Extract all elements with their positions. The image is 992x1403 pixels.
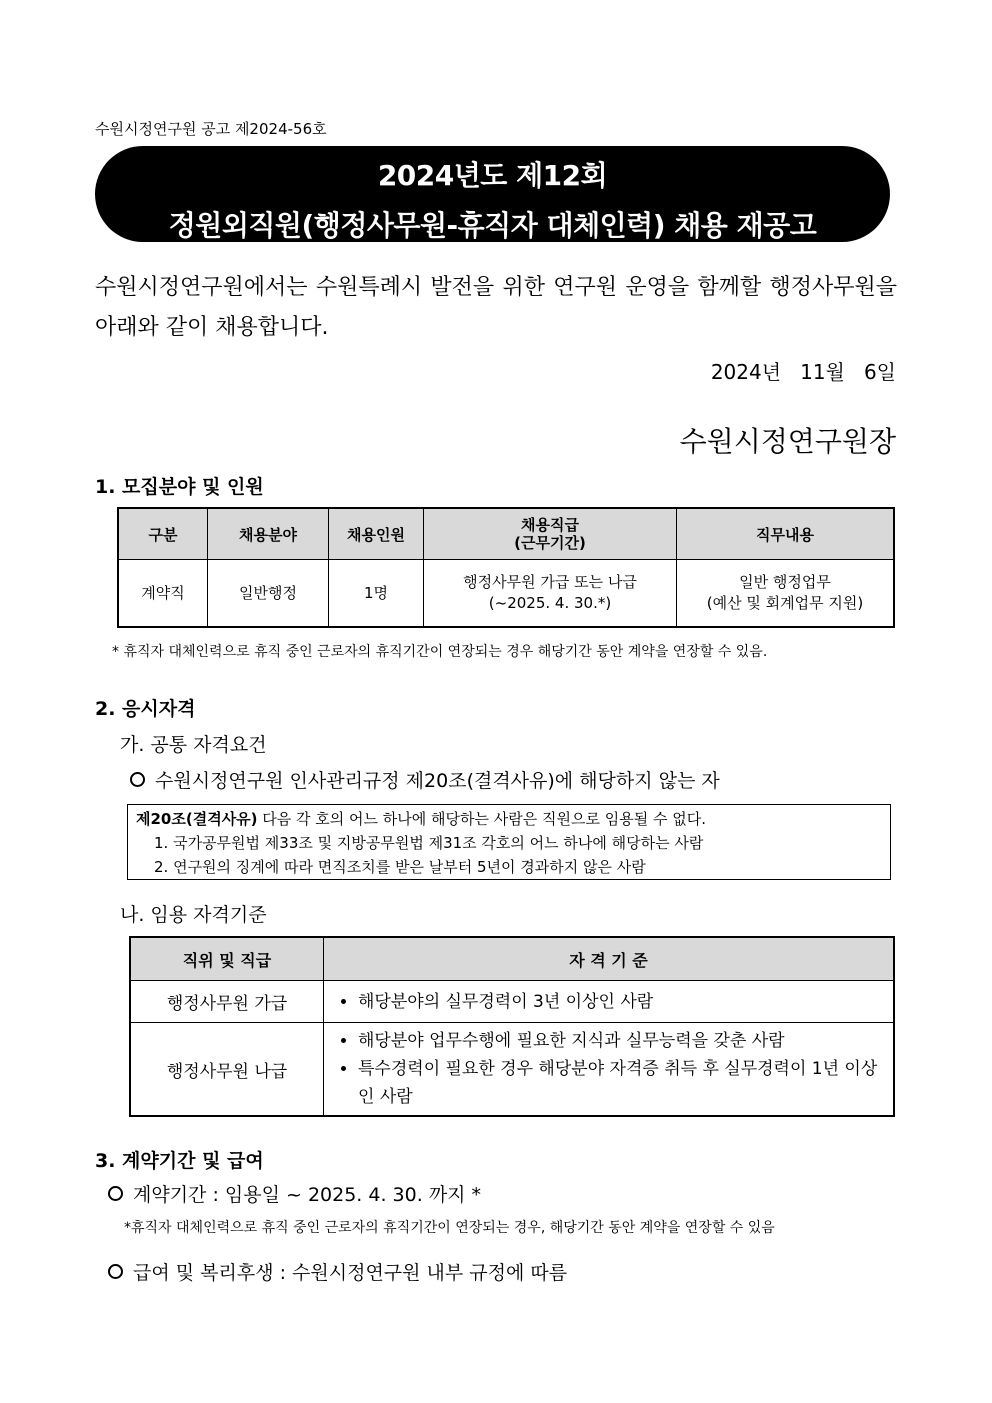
header-count: 채용인원 <box>329 508 424 560</box>
table-row <box>130 1023 894 1117</box>
table-header-row <box>118 508 894 560</box>
bullet-contract-period <box>108 1180 481 1207</box>
section-3-note: *휴직자 대체인력으로 휴직 중인 근로자의 휴직기간이 연장되는 경우, 해당기간 동안 계약을 연장할 수 있음 <box>124 1220 775 1236</box>
article-20-item-2: 2. 연구원의 징계에 따라 면직조치를 받은 날부터 5년이 경과하지 않은 사람 <box>154 858 646 876</box>
header-type: 구분 <box>118 508 208 560</box>
section-2-heading: 2. 응시자격 <box>95 698 196 720</box>
table-header-row <box>130 937 894 981</box>
salary-text: 급여 및 복리후생 : 수원시정연구원 내부 규정에 따름 <box>133 1262 568 1284</box>
circle-bullet-icon <box>108 1186 123 1201</box>
cell-criteria <box>324 1023 895 1117</box>
notice-date: 2024년 11월 6일 <box>710 360 896 384</box>
title-banner <box>95 146 890 242</box>
article-20-item-1: 1. 국가공무원법 제33조 및 지방공무원법 제31조 각호의 어느 하나에 해당하는 사람 <box>154 834 704 852</box>
table-row <box>118 560 894 628</box>
criteria-item: • 해당분야의 실무경력이 3년 이상인 사람 <box>358 988 885 1016</box>
criteria-item: • 해당분야 업무수행에 필요한 지식과 실무능력을 갖춘 사람 <box>358 1027 885 1055</box>
article-20-title: 제20조(결격사유) <box>136 810 258 828</box>
header-position: 직위 및 직급 <box>130 937 324 981</box>
circle-bullet-icon <box>130 772 145 787</box>
cell-duty <box>677 560 895 628</box>
bullet-common-text: 수원시정연구원 인사관리규정 제20조(결격사유)에 해당하지 않는 자 <box>155 770 720 792</box>
section-3-heading: 3. 계약기간 및 급여 <box>95 1150 264 1172</box>
duty-detail-text: (예산 및 회계업무 지원) <box>706 594 864 612</box>
criteria-table <box>129 936 895 1117</box>
article-20-box <box>127 804 891 880</box>
section-1-note: * 휴직자 대체인력으로 휴직 중인 근로자의 휴직기간이 연장되는 경우 해당기간 동안 계약을 연장할 수 있음. <box>112 644 768 660</box>
notice-number: 수원시정연구원 공고 제2024-56호 <box>95 120 327 138</box>
signer: 수원시정연구원장 <box>679 425 896 458</box>
header-criteria: 자 격 기 준 <box>324 937 895 981</box>
section-1-heading: 1. 모집분야 및 인원 <box>95 476 264 498</box>
header-duty: 직무내용 <box>677 508 895 560</box>
article-20-line <box>136 807 890 831</box>
title-line-2: 정원외직원(행정사무원-휴직자 대체인력) 채용 재공고 <box>168 209 817 242</box>
cell-position: 행정사무원 나급 <box>130 1023 324 1117</box>
title-line-1: 2024년도 제12회 <box>377 159 608 192</box>
circle-bullet-icon <box>108 1264 123 1279</box>
cell-type: 계약직 <box>118 560 208 628</box>
cell-criteria <box>324 981 895 1023</box>
period-text: (~2025. 4. 30.*) <box>488 594 612 612</box>
grade-text: 행정사무원 가급 또는 나급 <box>463 573 637 591</box>
cell-grade <box>424 560 677 628</box>
duty-text: 일반 행정업무 <box>739 573 831 591</box>
cell-field: 일반행정 <box>208 560 329 628</box>
criteria-item: • 특수경력이 필요한 경우 해당분야 자격증 취득 후 실무경력이 1년 이상인 사람 <box>358 1055 885 1111</box>
recruitment-table <box>117 507 895 628</box>
intro-text: 수원시정연구원에서는 수원특례시 발전을 위한 연구원 운영을 함께할 행정사무원을 아래와 같이 채용합니다. <box>95 275 897 340</box>
header-field: 채용분야 <box>208 508 329 560</box>
article-20-text: 다음 각 호의 어느 하나에 해당하는 사람은 직원으로 임용될 수 없다. <box>257 810 706 828</box>
cell-count: 1명 <box>329 560 424 628</box>
header-grade: 채용직급 (근무기간) <box>424 508 677 560</box>
sub-heading-criteria: 나. 임용 자격기준 <box>120 904 267 926</box>
bullet-common-qualification <box>130 766 720 793</box>
contract-period-text: 계약기간 : 임용일 ~ 2025. 4. 30. 까지 * <box>133 1184 482 1206</box>
bullet-salary <box>108 1258 567 1285</box>
cell-position: 행정사무원 가급 <box>130 981 324 1023</box>
table-row <box>130 981 894 1023</box>
sub-heading-common: 가. 공통 자격요건 <box>120 734 267 756</box>
